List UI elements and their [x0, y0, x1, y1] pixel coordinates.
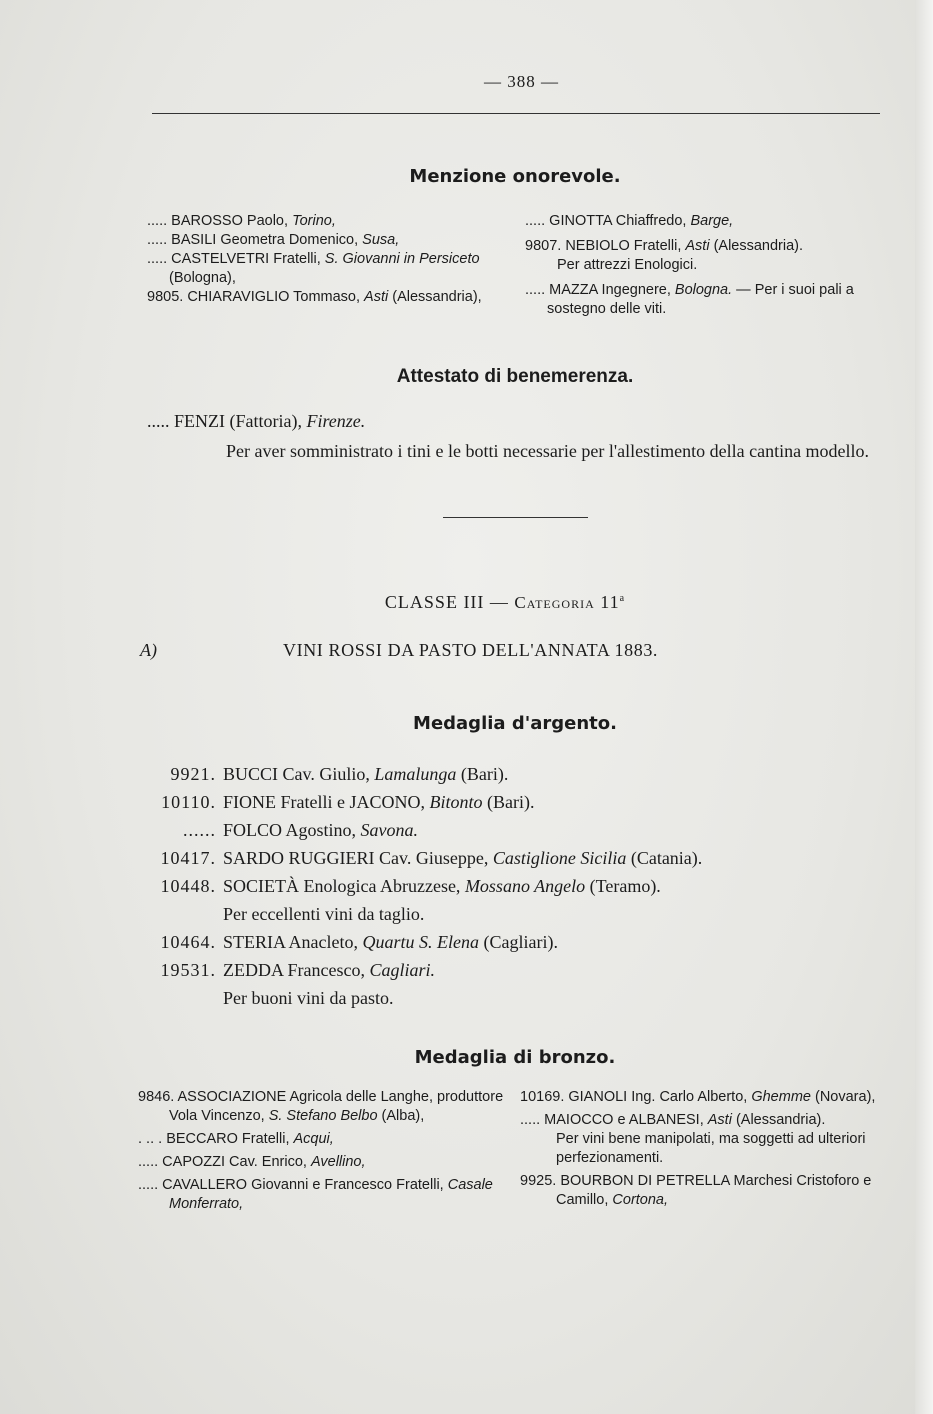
argento-entry: 19531. ZEDDA Francesco, Cagliari.: [160, 960, 435, 980]
menzione-heading: Menzione onorevole.: [409, 166, 621, 187]
menzione-note: Per attrezzi Enologici.: [557, 257, 698, 273]
argento-entry: 10448. SOCIETÀ Enologica Abruzzese, Mossano Angelo (Teramo).: [160, 876, 661, 896]
menzione-entry: ..... CASTELVETRI Fratelli, S. Giovanni in Persiceto (Bologna),: [147, 251, 480, 286]
argento-entry: 10464. STERIA Anacleto, Quartu S. Elena (Cagliari).: [160, 932, 558, 952]
bronzo-entry: 9925. BOURBON DI PETRELLA Marchesi Cristoforo e Camillo, Cortona,: [520, 1173, 872, 1208]
bronzo-entry: . .. . BECCARO Fratelli, Acqui,: [138, 1131, 334, 1147]
argento-list: [148, 761, 888, 1013]
argento-note: Per buoni vini da pasto.: [223, 988, 394, 1008]
bronzo-entry: ..... CAPOZZI Cav. Enrico, Avellino,: [138, 1154, 366, 1170]
menzione-entry: ..... BAROSSO Paolo, Torino,: [147, 213, 336, 229]
menzione-entry: 9805. CHIARAVIGLIO Tommaso, Asti (Alessandria),: [147, 289, 482, 305]
menzione-entry: ..... GINOTTA Chiaffredo, Barge,: [525, 213, 734, 229]
bronzo-entry: ..... CAVALLERO Giovanni e Francesco Fratelli, Casale Monferrato,: [138, 1177, 493, 1212]
header-rule: [152, 113, 880, 114]
argento-heading: Medaglia d'argento.: [413, 713, 617, 734]
argento-entry: ...... FOLCO Agostino, Savona.: [183, 820, 419, 840]
argento-entry: 10110. FIONE Fratelli e JACONO, Bitonto (Bari).: [161, 792, 535, 812]
menzione-entry: ..... MAZZA Ingegnere, Bologna. — Per i suoi pali a sostegno delle viti.: [525, 282, 854, 317]
bronzo-entry: 10169. GIANOLI Ing. Carlo Alberto, Ghemme (Novara),: [520, 1089, 876, 1105]
menzione-left-column: [147, 212, 507, 307]
bronzo-left-column: [138, 1088, 508, 1214]
attestato-heading: Attestato di benemerenza.: [396, 366, 634, 387]
section-title: VINI ROSSI DA PASTO DELL'ANNATA 1883.: [283, 640, 659, 660]
section-divider: [443, 517, 588, 518]
bronzo-note: Per vini bene manipolati, ma soggetti ad ulteriori perfezionamenti.: [556, 1131, 866, 1166]
menzione-right-column: [525, 212, 897, 319]
bronzo-entry: 9846. ASSOCIAZIONE Agricola delle Langhe, produttore Vola Vincenzo, S. Stefano Belbo (Alba),: [138, 1089, 504, 1124]
attestato-entry: ..... FENZI (Fattoria), Firenze.: [147, 411, 366, 431]
argento-entry: 9921. BUCCI Cav. Giulio, Lamalunga (Bari).: [170, 764, 509, 784]
section-letter: A): [140, 640, 157, 660]
menzione-entry: 9807. NEBIOLO Fratelli, Asti (Alessandria).: [525, 238, 804, 254]
bronzo-entry: ..... MAIOCCO e ALBANESI, Asti (Alessandria).: [520, 1112, 826, 1128]
argento-entry: 10417. SARDO RUGGIERI Cav. Giuseppe, Castiglione Sicilia (Catania).: [160, 848, 703, 868]
argento-note: Per eccellenti vini da taglio.: [223, 904, 425, 924]
page-number: — 388 —: [484, 72, 559, 91]
classe-heading: CLASSE III — Categoria 11$^a$: [384, 592, 626, 612]
bronzo-heading: Medaglia di bronzo.: [414, 1047, 616, 1068]
menzione-entry: ..... BASILI Geometra Domenico, Susa,: [147, 232, 400, 248]
bronzo-right-column: [520, 1088, 898, 1210]
attestato-note: Per aver somministrato i tini e le botti necessarie per l'allestimento della cantina modello.: [226, 441, 870, 461]
page-edge: [915, 0, 933, 1414]
